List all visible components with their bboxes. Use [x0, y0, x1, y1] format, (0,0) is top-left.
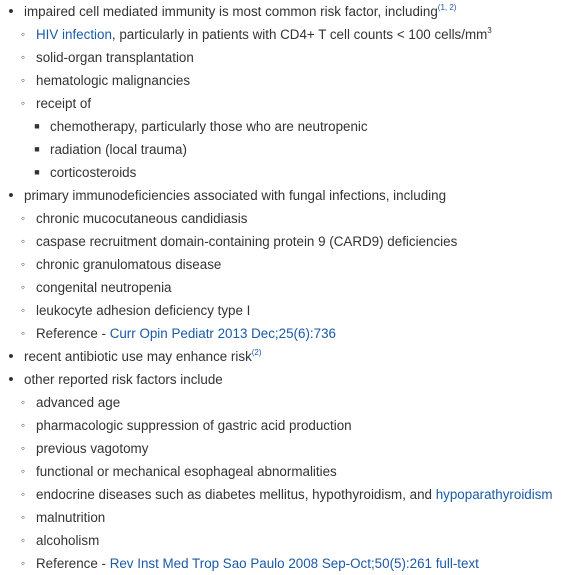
item-text: chronic granulomatous disease — [36, 257, 222, 272]
item-text: hematologic malignancies — [36, 73, 191, 88]
bullet-dot-icon: • — [8, 348, 14, 365]
bullet-circle-icon: ◦ — [20, 556, 26, 570]
list-item-level-1 — [0, 184, 579, 207]
list-item-level-2 — [0, 92, 579, 115]
item-text: Reference - — [36, 326, 110, 341]
citation-superscript[interactable]: (2) — [251, 348, 262, 357]
item-text: corticosteroids — [50, 165, 137, 180]
list-item-level-1 — [0, 0, 579, 23]
list-item-level-2 — [0, 391, 579, 414]
item-text: malnutrition — [36, 510, 106, 525]
bullet-square-icon: ■ — [34, 121, 40, 131]
bullet-circle-icon: ◦ — [20, 533, 26, 547]
bullet-circle-icon: ◦ — [20, 326, 26, 340]
item-text: chronic mucocutaneous candidiasis — [36, 211, 248, 226]
list-item-level-1 — [0, 368, 579, 391]
item-text: functional or mechanical esophageal abnormalities — [36, 464, 337, 479]
list-item-level-2 — [0, 414, 579, 437]
list-item-level-2 — [0, 437, 579, 460]
bullet-circle-icon: ◦ — [20, 96, 26, 110]
bullet-square-icon: ■ — [34, 144, 40, 154]
bullet-dot-icon: • — [8, 187, 14, 204]
list-item-level-2 — [0, 230, 579, 253]
bullet-circle-icon: ◦ — [20, 211, 26, 225]
item-text: primary immunodeficiencies associated with fungal infections, including — [24, 188, 447, 203]
bullet-circle-icon: ◦ — [20, 280, 26, 294]
list-item-level-2 — [0, 23, 579, 46]
bullet-circle-icon: ◦ — [20, 73, 26, 87]
list-item-level-2 — [0, 299, 579, 322]
reference-link[interactable]: Curr Opin Pediatr 2013 Dec;25(6):736 — [109, 326, 336, 341]
item-text: Reference - — [36, 556, 110, 571]
list-item-level-2 — [0, 207, 579, 230]
reference-link[interactable]: hypoparathyroidism — [435, 487, 553, 502]
bullet-dot-icon: • — [8, 371, 14, 388]
list-item-level-2 — [0, 506, 579, 529]
bullet-circle-icon: ◦ — [20, 510, 26, 524]
item-text: other reported risk factors include — [24, 372, 223, 387]
list-item-level-2 — [0, 460, 579, 483]
item-text: previous vagotomy — [36, 441, 149, 456]
bullet-circle-icon: ◦ — [20, 234, 26, 248]
list-item-level-2 — [0, 253, 579, 276]
list-item-level-2 — [0, 552, 579, 575]
item-text: receipt of — [36, 96, 92, 111]
list-item-level-2 — [0, 322, 579, 345]
bullet-circle-icon: ◦ — [20, 441, 26, 455]
bullet-circle-icon: ◦ — [20, 27, 26, 41]
bullet-circle-icon: ◦ — [20, 50, 26, 64]
bullet-circle-icon: ◦ — [20, 487, 26, 501]
item-text: caspase recruitment domain-containing protein 9 (CARD9) deficiencies — [36, 234, 458, 249]
list-item-level-3 — [0, 161, 579, 184]
item-text: radiation (local trauma) — [50, 142, 187, 157]
bullet-dot-icon: • — [8, 3, 14, 20]
bullet-circle-icon: ◦ — [20, 418, 26, 432]
list-item-level-2 — [0, 529, 579, 552]
item-text: impaired cell mediated immunity is most common risk factor, including — [24, 4, 438, 19]
item-text: alcoholism — [36, 533, 100, 548]
list-item-level-2 — [0, 483, 579, 506]
bullet-circle-icon: ◦ — [20, 257, 26, 271]
item-text: , particularly in patients with CD4+ T cell counts < 100 cells/mm — [111, 27, 488, 42]
item-text: endocrine diseases such as diabetes mellitus, hypothyroidism, and — [36, 487, 436, 502]
list-item-level-3 — [0, 138, 579, 161]
item-text: congenital neutropenia — [36, 280, 172, 295]
reference-link[interactable]: HIV infection — [36, 27, 112, 42]
list-item-level-2 — [0, 276, 579, 299]
citation-superscript[interactable]: (1, 2) — [437, 3, 457, 12]
list-item-level-2 — [0, 46, 579, 69]
bullet-circle-icon: ◦ — [20, 303, 26, 317]
reference-link[interactable]: Rev Inst Med Trop Sao Paulo 2008 Sep-Oct;50(5):261 full-text — [109, 556, 479, 571]
item-text: solid-organ transplantation — [36, 50, 194, 65]
item-text: chemotherapy, particularly those who are neutropenic — [50, 119, 368, 134]
list-item-level-1 — [0, 345, 579, 368]
bullet-circle-icon: ◦ — [20, 395, 26, 409]
item-text: pharmacologic suppression of gastric acid production — [36, 418, 352, 433]
item-text: recent antibiotic use may enhance risk — [24, 349, 252, 364]
unit-superscript: 3 — [487, 26, 492, 35]
list-item-level-3 — [0, 115, 579, 138]
item-text: advanced age — [36, 395, 121, 410]
list-item-level-2 — [0, 69, 579, 92]
bullet-circle-icon: ◦ — [20, 464, 26, 478]
item-text: leukocyte adhesion deficiency type I — [36, 303, 251, 318]
bullet-square-icon: ■ — [34, 167, 40, 177]
